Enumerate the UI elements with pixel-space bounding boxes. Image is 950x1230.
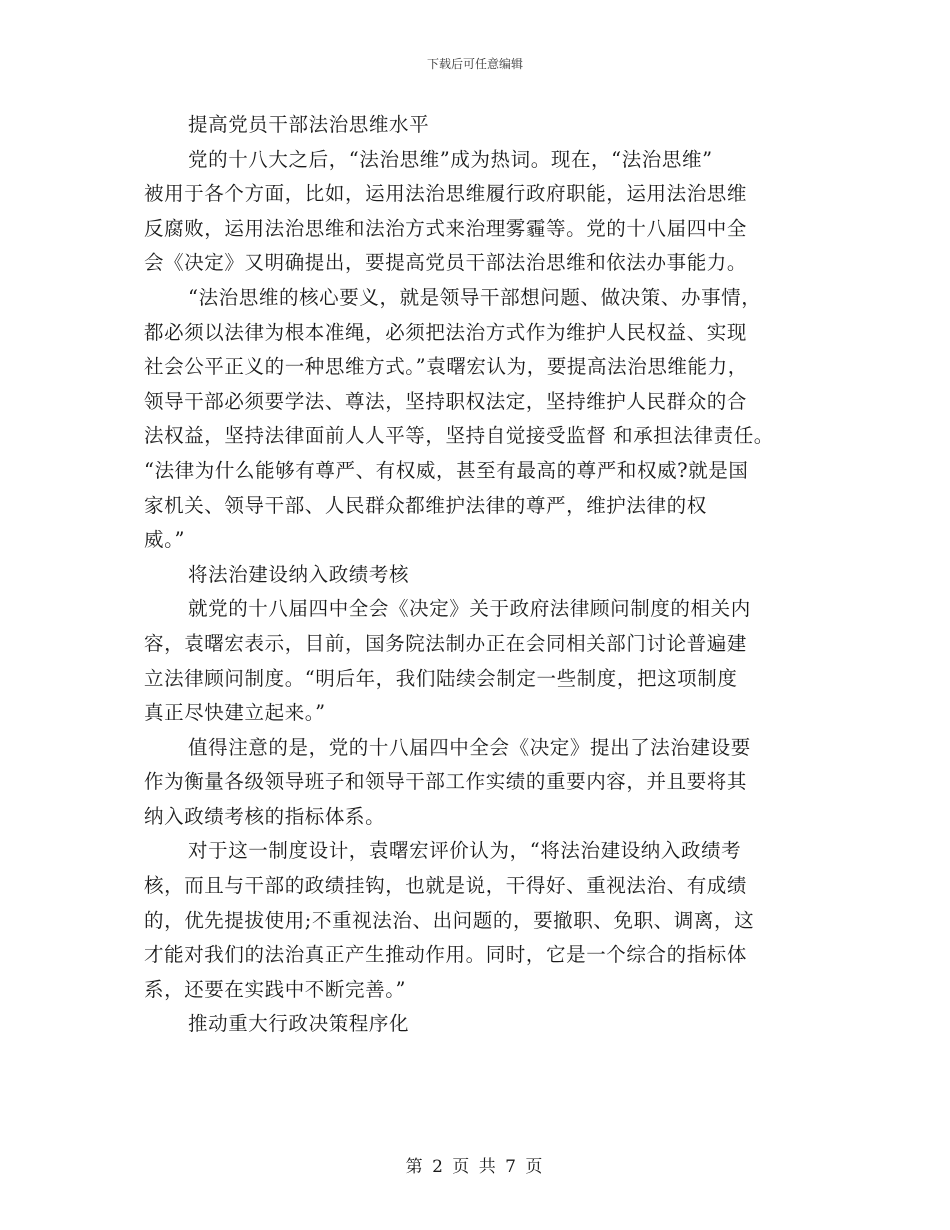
- text-line: 被用于各个方面，比如，运用法治思维履行政府职能，运用法治思维: [144, 182, 748, 206]
- page-number: 第 2 页 共 7 页: [405, 1157, 545, 1177]
- text-line: 的，优先提拔使用;不重视法治、出问题的，要撤职、免职、调离，这: [144, 908, 755, 932]
- text-line: 真正尽快建立起来。”: [144, 701, 326, 725]
- text-line: 立法律顾问制度。“明后年，我们陆续会制定一些制度，把这项制度: [144, 666, 738, 690]
- page-header-note: 下载后可任意编辑: [426, 57, 523, 71]
- text-line: 家机关、领导干部、人民群众都维护法律的尊严，维护法律的权: [144, 493, 707, 517]
- text-line: “法律为什么能够有尊严、有权威，甚至有最高的尊严和权威?就是国: [144, 458, 749, 482]
- text-line: 对于这一制度设计，袁曙宏评价认为，“将法治建设纳入政绩考: [188, 839, 742, 863]
- text-line: 核，而且与干部的政绩挂钩，也就是说，干得好、重视法治、有成绩: [144, 874, 748, 898]
- text-line: 威。”: [144, 528, 186, 552]
- text-line: 才能对我们的法治真正产生推动作用。同时，它是一个综合的指标体: [144, 943, 748, 967]
- text-line: 推动重大行政决策程序化: [188, 1012, 410, 1036]
- text-line: 纳入政绩考核的指标体系。: [144, 804, 386, 828]
- text-line: 提高党员干部法治思维水平: [188, 113, 430, 136]
- text-line: 值得注意的是，党的十八届四中全会《决定》提出了法治建设要: [188, 735, 751, 759]
- text-line: 会《决定》又明确提出，要提高党员干部法治思维和依法办事能力。: [144, 251, 748, 275]
- text-line: 反腐败，运用法治思维和法治方式来治理雾霾等。党的十八届四中全: [144, 216, 748, 240]
- text-line: 社会公平正义的一种思维方式。”袁曙宏认为，要提高法治思维能力，: [144, 355, 748, 379]
- document-body: [144, 108, 824, 1042]
- text-line: 都必须以法律为根本准绳，必须把法治方式作为维护人民权益、实现: [144, 320, 748, 344]
- text-line: 党的十八大之后，“法治思维”成为热词。现在，“法治思维”: [188, 147, 713, 171]
- text-line: 系，还要在实践中不断完善。”: [144, 977, 407, 1001]
- text-line: 作为衡量各级领导班子和领导干部工作实绩的重要内容，并且要将其: [144, 770, 748, 794]
- text-line: 法权益，坚持法律面前人人平等，坚持自觉接受监督 和承担法律责任。: [144, 424, 774, 448]
- text-line: 领导干部必须要学法、尊法，坚持职权法定，坚持维护人民群众的合: [144, 389, 748, 413]
- text-line: 就党的十八届四中全会《决定》关于政府法律顾问制度的相关内: [188, 597, 751, 621]
- text-line: 容，袁曙宏表示，目前，国务院法制办正在会同相关部门讨论普遍建: [144, 631, 748, 655]
- text-line: 将法治建设纳入政绩考核: [188, 562, 410, 586]
- text-line: “法治思维的核心要义，就是领导干部想问题、做决策、办事情，: [188, 285, 762, 309]
